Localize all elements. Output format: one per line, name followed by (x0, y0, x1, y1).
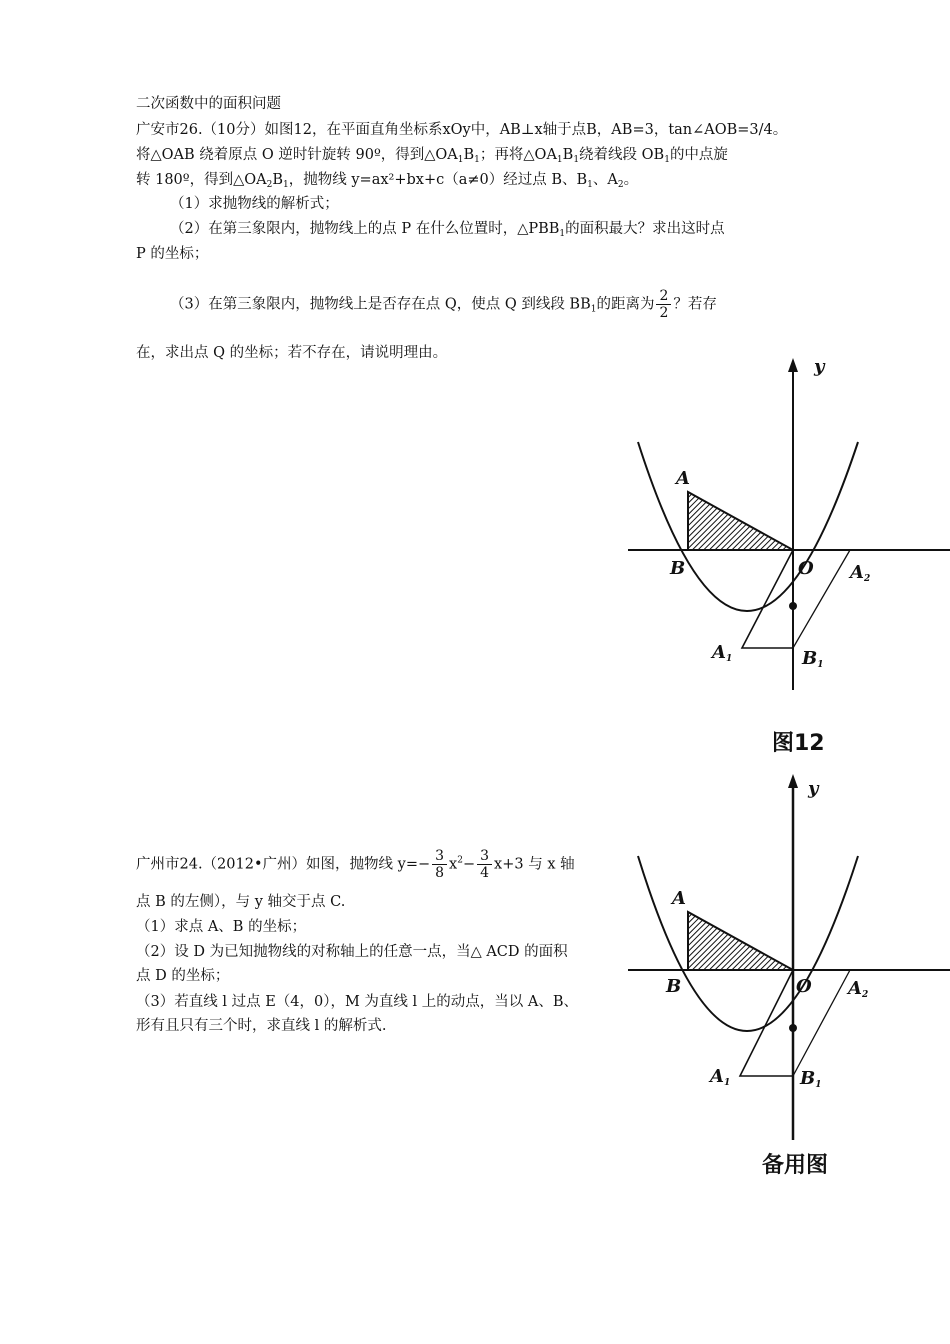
section-title: 二次函数中的面积问题 (136, 96, 281, 112)
label-b: B (670, 558, 686, 579)
label-b1: $B_1$ (800, 1068, 822, 1090)
problem2-question3: （3）若直线 l 过点 E（4，0），M 为直线 l 上的动点，当以 A、B、 (136, 994, 579, 1010)
label-a: A (672, 888, 686, 909)
fraction-3-8: $\frac{3}{8}$ (432, 848, 447, 881)
figure-12-caption: 图12 (772, 731, 825, 756)
problem1-question3: （3）在第三象限内，抛物线上是否存在点 Q，使点 Q 到线段 $BB_1$的距离为 $\frac{2}{2}$ ？若存 (170, 288, 717, 321)
problem2-statement-line2: 点 B 的左侧），与 y 轴交于点 C. (136, 894, 346, 910)
label-y: y (808, 778, 819, 799)
label-o: O (798, 558, 814, 579)
label-b: B (666, 976, 682, 997)
problem1-statement-line1: 广安市26.（10分）如图12，在平面直角坐标系xOy中，AB⊥x轴于点B，AB=3，tan∠AOB=3/4。 (136, 122, 788, 138)
label-b1: $B_1$ (802, 648, 824, 670)
label-o: O (796, 976, 812, 997)
problem2-statement-line1: 广州市24.（2012•广州）如图，抛物线 y=− $\frac{3}{8}$ $x^2-$ $\frac{3}{4}$ x+3 与 x 轴 (136, 848, 575, 881)
fraction-3-4: $\frac{3}{4}$ (477, 848, 492, 881)
label-a: A (676, 468, 690, 489)
label-a1: $A_1$ (712, 642, 733, 664)
problem1-statement-line3: 转 180º，得到$\triangle OA_2B_1$，抛物线 y=ax²+bx+c（a≠0）经过点 B、$B_1$、$A_2$。 (136, 172, 639, 190)
problem1-question1: （1）求抛物线的解析式； (170, 196, 339, 212)
problem1-question2: （2）在第三象限内，抛物线上的点 P 在什么位置时，$\triangle PBB_1$的面积最大？求出这时点 (170, 221, 725, 239)
fraction: $\frac{2}{2}$ (656, 288, 671, 321)
label-a2: $A_2$ (848, 978, 869, 1000)
problem2-question2: （2）设 D 为已知抛物线的对称轴上的任意一点，当△ ACD 的面积 (136, 944, 568, 960)
problem1-question3-cont: 在，求出点 Q 的坐标；若不存在，请说明理由。 (136, 345, 448, 361)
label-y: y (814, 356, 825, 377)
label-a1: $A_1$ (710, 1066, 731, 1088)
problem1-statement-line2: 将△OAB 绕着原点 O 逆时针旋转 90º，得到$\triangle OA_1B_1$；再将$\triangle OA_1B_1$绕着线段 $OB_1$的中点旋 (136, 147, 728, 165)
problem1-question2-cont: P 的坐标； (136, 246, 209, 262)
figure-backup-caption: 备用图 (762, 1153, 829, 1178)
problem2-question2-cont: 点 D 的坐标； (136, 968, 230, 984)
label-a2: $A_2$ (850, 562, 871, 584)
figure-backup-labels (620, 770, 950, 1140)
problem2-question1: （1）求点 A、B 的坐标； (136, 919, 307, 935)
problem2-question3-cont: 形有且只有三个时，求直线 l 的解析式. (136, 1018, 387, 1034)
figure-12-labels (620, 350, 950, 690)
